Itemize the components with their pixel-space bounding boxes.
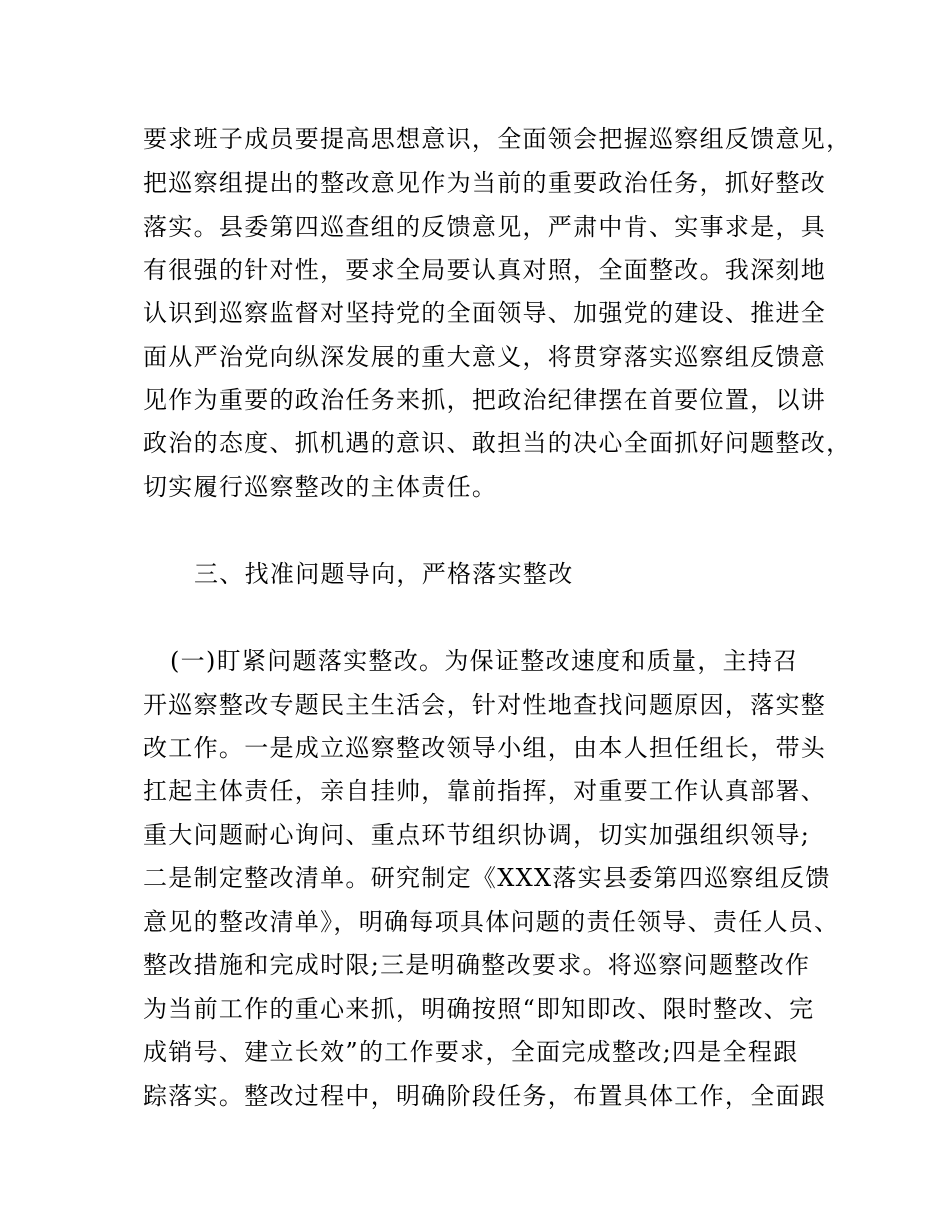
paragraph-line: 面从严治党向纵深发展的重大意义，将贯穿落实巡察组反馈意 xyxy=(143,343,827,371)
paragraph-line: 政治的态度、抓机遇的意识、敢担当的决心全面抓好问题整改， xyxy=(143,429,852,457)
paragraph-line: 要求班子成员要提高思想意识，全面领会把握巡察组反馈意见， xyxy=(143,125,852,153)
paragraph-line: 落实。县委第四巡查组的反馈意见，严肃中肯、实事求是，具 xyxy=(143,213,827,241)
paragraph-line: 成销号、建立长效”的工作要求，全面完成整改;四是全程跟 xyxy=(143,1038,799,1066)
paragraph-line: 为当前工作的重心来抓，明确按照“即知即改、限时整改、完 xyxy=(143,995,815,1023)
paragraph-line: 二是制定整改清单。研究制定《XXX落实县委第四巡察组反馈 xyxy=(143,864,831,892)
paragraph-line: 认识到巡察监督对坚持党的全面领导、加强党的建设、推进全 xyxy=(143,299,827,327)
paragraph-line: 切实履行巡察整改的主体责任。 xyxy=(143,473,498,501)
paragraph-line: 扛起主体责任，亲自挂帅，靠前指挥，对重要工作认真部署、 xyxy=(143,777,827,805)
paragraph-line: 改工作。一是成立巡察整改领导小组，由本人担任组长，带头 xyxy=(143,734,827,762)
paragraph-line: 有很强的针对性，要求全局要认真对照，全面整改。我深刻地 xyxy=(143,256,827,284)
paragraph-line: 把巡察组提出的整改意见作为当前的重要政治任务，抓好整改 xyxy=(143,169,827,197)
paragraph-line: (一)盯紧问题落实整改。为保证整改速度和质量，主持召 xyxy=(170,647,799,675)
paragraph-line: 整改措施和完成时限;三是明确整改要求。将巡察问题整改作 xyxy=(143,951,811,979)
paragraph-line: 踪落实。整改过程中，明确阶段任务，布置具体工作，全面跟 xyxy=(143,1082,827,1110)
paragraph-line: 开巡察整改专题民主生活会，针对性地查找问题原因，落实整 xyxy=(143,691,827,719)
paragraph-line: 见作为重要的政治任务来抓，把政治纪律摆在首要位置，以讲 xyxy=(143,386,827,414)
section-heading: 三、找准问题导向，严格落实整改 xyxy=(194,560,574,588)
paragraph-line: 重大问题耐心询问、重点环节组织协调，切实加强组织领导; xyxy=(143,821,811,849)
paragraph-line: 意见的整改清单》，明确每项具体问题的责任领导、责任人员、 xyxy=(143,908,840,936)
